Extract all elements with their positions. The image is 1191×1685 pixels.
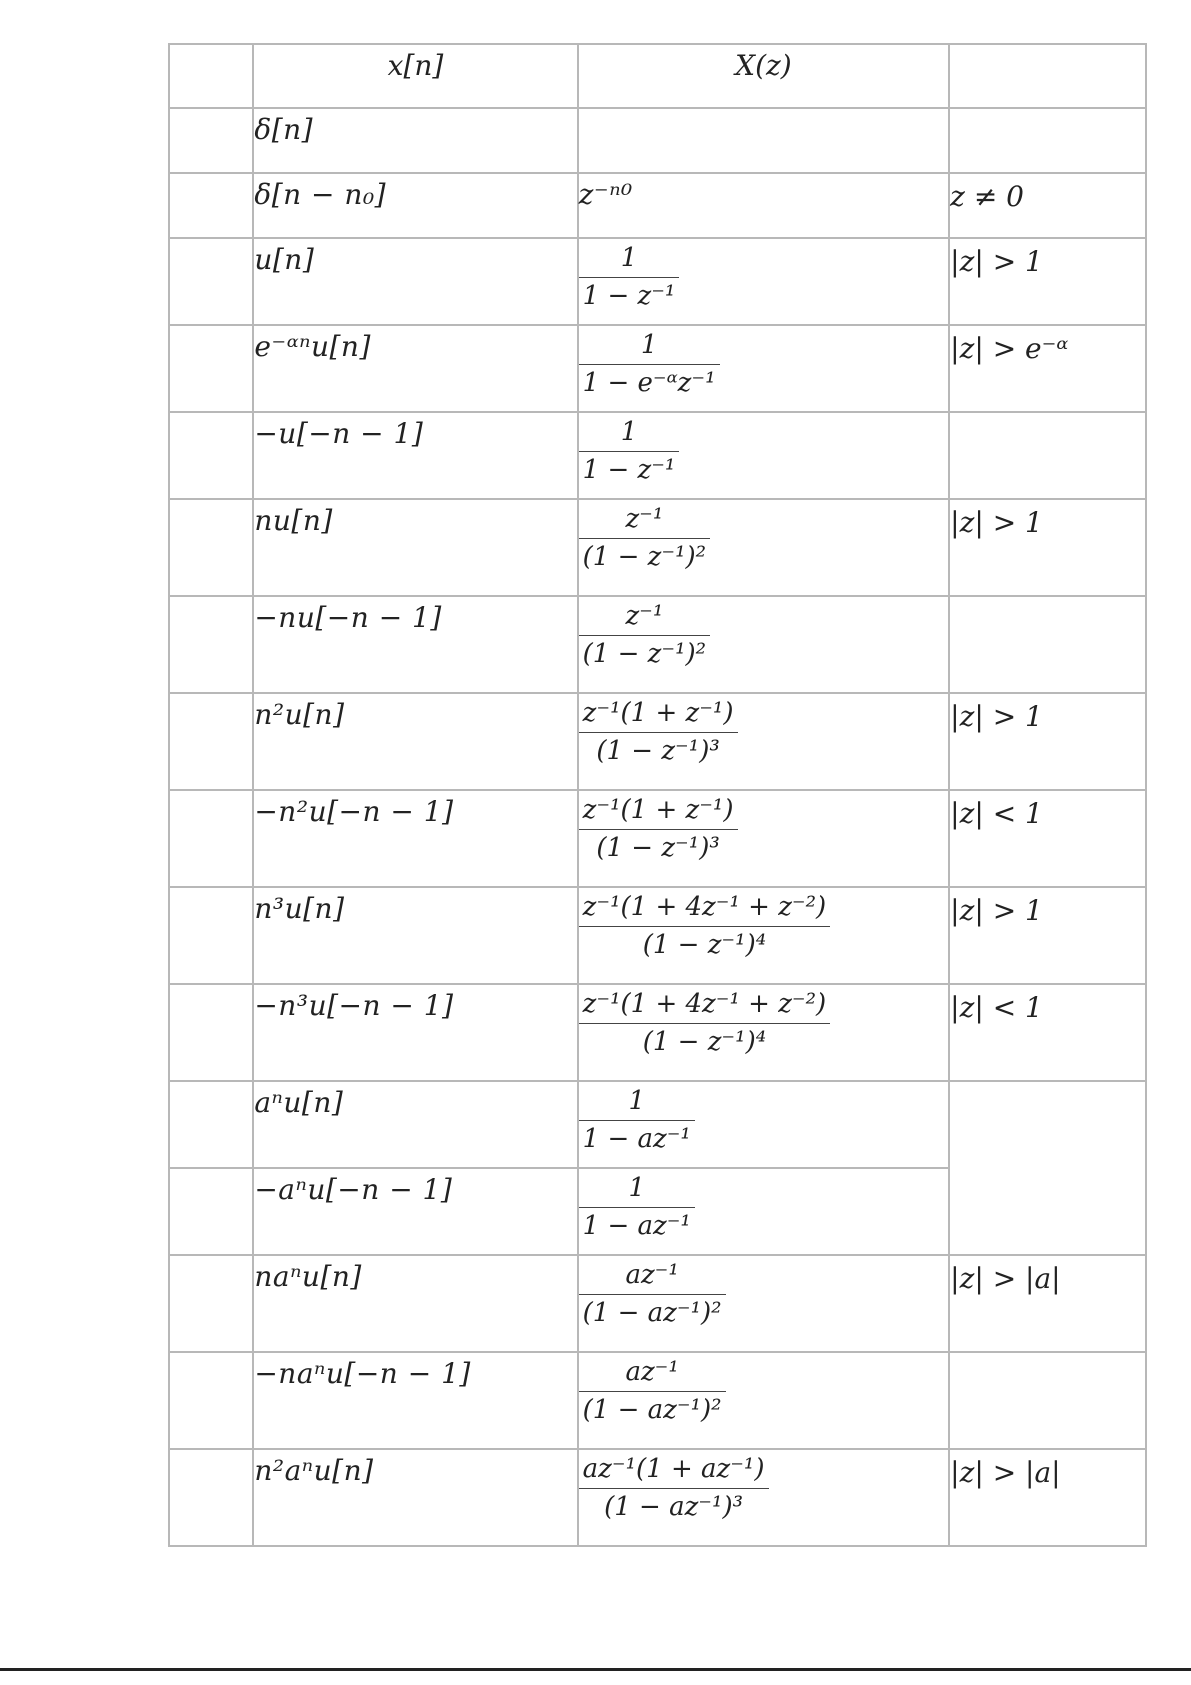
page-bottom-border	[0, 1668, 1191, 1671]
signal-cell	[253, 790, 577, 887]
roc-cell-merged	[949, 1081, 1146, 1255]
signal-cell	[253, 887, 577, 984]
row-index-cell	[169, 238, 253, 325]
signal-expression: aⁿu[n]	[254, 1086, 344, 1119]
transform-fraction	[579, 793, 738, 866]
signal-expression: −nu[−n − 1]	[254, 601, 442, 634]
transform-expression: z⁻ⁿ⁰	[578, 178, 633, 211]
row-index-cell	[169, 790, 253, 887]
signal-expression: n²aⁿu[n]	[254, 1454, 374, 1487]
signal-expression: −naⁿu[−n − 1]	[254, 1357, 471, 1390]
transform-fraction	[579, 696, 738, 769]
fraction-numerator: z⁻¹(1 + 4z⁻¹ + z⁻²)	[582, 892, 827, 922]
row-index-cell	[169, 325, 253, 412]
row-index-cell	[169, 1081, 253, 1168]
fraction-denominator: 1 − az⁻¹	[579, 1120, 695, 1157]
fraction-numerator: 1	[620, 417, 638, 447]
transform-fraction	[579, 1452, 769, 1525]
transform-fraction	[579, 1258, 726, 1331]
fraction-numerator: 1	[620, 243, 638, 273]
fraction-denominator: 1 − z⁻¹	[579, 277, 680, 314]
signal-expression: −n²u[−n − 1]	[254, 795, 454, 828]
signal-expression: n²u[n]	[254, 698, 345, 731]
transform-fraction	[579, 328, 720, 401]
transform-cell	[578, 887, 950, 984]
table-row	[169, 238, 1146, 325]
signal-cell	[253, 1352, 577, 1449]
fraction-numerator: az⁻¹	[625, 1357, 679, 1387]
table-row	[169, 325, 1146, 412]
roc-cell	[949, 325, 1146, 412]
fraction-denominator: (1 − z⁻¹)³	[579, 732, 738, 769]
signal-expression: −n³u[−n − 1]	[254, 989, 454, 1022]
z-transform-table	[168, 43, 1147, 1547]
transform-cell	[578, 790, 950, 887]
fraction-denominator: (1 − az⁻¹)³	[579, 1488, 769, 1525]
fraction-denominator: 1 − z⁻¹	[579, 451, 680, 488]
table-row	[169, 693, 1146, 790]
table-row	[169, 499, 1146, 596]
transform-cell	[578, 984, 950, 1081]
header-X-z: X(z)	[578, 44, 950, 108]
fraction-denominator: (1 − z⁻¹)²	[579, 538, 710, 575]
signal-cell	[253, 173, 577, 238]
transform-fraction	[579, 1171, 695, 1244]
roc-cell	[949, 1352, 1146, 1449]
table-header-row	[169, 44, 1146, 108]
signal-expression: e⁻ᵅⁿu[n]	[254, 330, 371, 363]
fraction-numerator: z⁻¹(1 + z⁻¹)	[582, 795, 734, 825]
row-index-cell	[169, 596, 253, 693]
signal-cell	[253, 596, 577, 693]
transform-cell	[578, 1352, 950, 1449]
fraction-numerator: 1	[628, 1173, 646, 1203]
fraction-denominator: (1 − z⁻¹)⁴	[579, 1023, 831, 1060]
roc-expression: z ≠ 0	[950, 180, 1024, 213]
transform-fraction	[579, 1355, 726, 1428]
transform-cell	[578, 1449, 950, 1546]
signal-expression: −aⁿu[−n − 1]	[254, 1173, 453, 1206]
table-row	[169, 412, 1146, 499]
signal-cell	[253, 499, 577, 596]
signal-expression: n³u[n]	[254, 892, 345, 925]
signal-expression: δ[n − n₀]	[254, 178, 387, 211]
signal-cell	[253, 984, 577, 1081]
transform-cell	[578, 693, 950, 790]
fraction-numerator: az⁻¹	[625, 1260, 679, 1290]
fraction-numerator: az⁻¹(1 + az⁻¹)	[582, 1454, 765, 1484]
signal-cell	[253, 1081, 577, 1168]
roc-expression: |z| < 1	[950, 991, 1043, 1024]
row-index-cell	[169, 1352, 253, 1449]
transform-cell	[578, 412, 950, 499]
row-index-cell	[169, 887, 253, 984]
fraction-numerator: z⁻¹	[625, 504, 664, 534]
signal-expression: u[n]	[254, 243, 315, 276]
signal-cell	[253, 1168, 577, 1255]
fraction-numerator: 1	[640, 330, 658, 360]
row-index-cell	[169, 1168, 253, 1255]
table-row	[169, 984, 1146, 1081]
table-row	[169, 790, 1146, 887]
signal-cell	[253, 325, 577, 412]
roc-cell	[949, 173, 1146, 238]
fraction-denominator: (1 − z⁻¹)⁴	[579, 926, 831, 963]
transform-fraction	[579, 241, 680, 314]
roc-cell	[949, 238, 1146, 325]
fraction-denominator: (1 − az⁻¹)²	[579, 1294, 726, 1331]
roc-cell	[949, 412, 1146, 499]
roc-expression: |z| > 1	[950, 245, 1043, 278]
transform-fraction	[579, 415, 680, 488]
row-index-cell	[169, 984, 253, 1081]
fraction-denominator: 1 − e⁻ᵅz⁻¹	[579, 364, 720, 401]
row-index-cell	[169, 173, 253, 238]
transform-cell	[578, 173, 950, 238]
fraction-numerator: z⁻¹	[625, 601, 664, 631]
signal-cell	[253, 1449, 577, 1546]
roc-cell	[949, 1255, 1146, 1352]
table-row	[169, 108, 1146, 173]
fraction-denominator: (1 − z⁻¹)³	[579, 829, 738, 866]
signal-cell	[253, 108, 577, 173]
transform-fraction	[579, 502, 710, 575]
transform-cell	[578, 1081, 950, 1168]
signal-expression: −u[−n − 1]	[254, 417, 424, 450]
roc-expression: |z| < 1	[950, 797, 1043, 830]
transform-cell	[578, 1168, 950, 1255]
transform-cell	[578, 108, 950, 173]
fraction-numerator: z⁻¹(1 + z⁻¹)	[582, 698, 734, 728]
signal-cell	[253, 238, 577, 325]
signal-cell	[253, 412, 577, 499]
header-cell-index	[169, 44, 253, 108]
roc-cell	[949, 693, 1146, 790]
transform-fraction	[579, 987, 831, 1060]
row-index-cell	[169, 412, 253, 499]
transform-fraction	[579, 890, 831, 963]
transform-cell	[578, 596, 950, 693]
table-row	[169, 1255, 1146, 1352]
roc-cell	[949, 984, 1146, 1081]
header-roc	[949, 44, 1146, 108]
roc-expression: |z| > 1	[950, 700, 1043, 733]
transform-cell	[578, 325, 950, 412]
roc-cell	[949, 887, 1146, 984]
table-row	[169, 173, 1146, 238]
table-row	[169, 1081, 1146, 1168]
roc-expression: |z| > |a|	[950, 1456, 1061, 1489]
fraction-denominator: (1 − z⁻¹)²	[579, 635, 710, 672]
roc-expression: |z| > 1	[950, 894, 1043, 927]
signal-expression: naⁿu[n]	[254, 1260, 362, 1293]
signal-expression: δ[n]	[254, 113, 314, 146]
roc-cell	[949, 596, 1146, 693]
roc-expression: |z| > e⁻ᵅ	[950, 332, 1069, 365]
row-index-cell	[169, 108, 253, 173]
signal-cell	[253, 1255, 577, 1352]
table-row	[169, 887, 1146, 984]
transform-cell	[578, 1255, 950, 1352]
transform-cell	[578, 499, 950, 596]
signal-expression: nu[n]	[254, 504, 333, 537]
table-row	[169, 596, 1146, 693]
fraction-denominator: 1 − az⁻¹	[579, 1207, 695, 1244]
header-x-n: x[n]	[253, 44, 577, 108]
roc-cell	[949, 790, 1146, 887]
transform-fraction	[579, 599, 710, 672]
roc-cell	[949, 499, 1146, 596]
table-row	[169, 1352, 1146, 1449]
fraction-denominator: (1 − az⁻¹)²	[579, 1391, 726, 1428]
signal-cell	[253, 693, 577, 790]
roc-cell	[949, 108, 1146, 173]
transform-cell	[578, 238, 950, 325]
roc-expression: |z| > |a|	[950, 1262, 1061, 1295]
row-index-cell	[169, 499, 253, 596]
table-row	[169, 1449, 1146, 1546]
roc-expression: |z| > 1	[950, 506, 1043, 539]
row-index-cell	[169, 1255, 253, 1352]
row-index-cell	[169, 693, 253, 790]
fraction-numerator: z⁻¹(1 + 4z⁻¹ + z⁻²)	[582, 989, 827, 1019]
roc-cell	[949, 1449, 1146, 1546]
transform-fraction	[579, 1084, 695, 1157]
fraction-numerator: 1	[628, 1086, 646, 1116]
row-index-cell	[169, 1449, 253, 1546]
